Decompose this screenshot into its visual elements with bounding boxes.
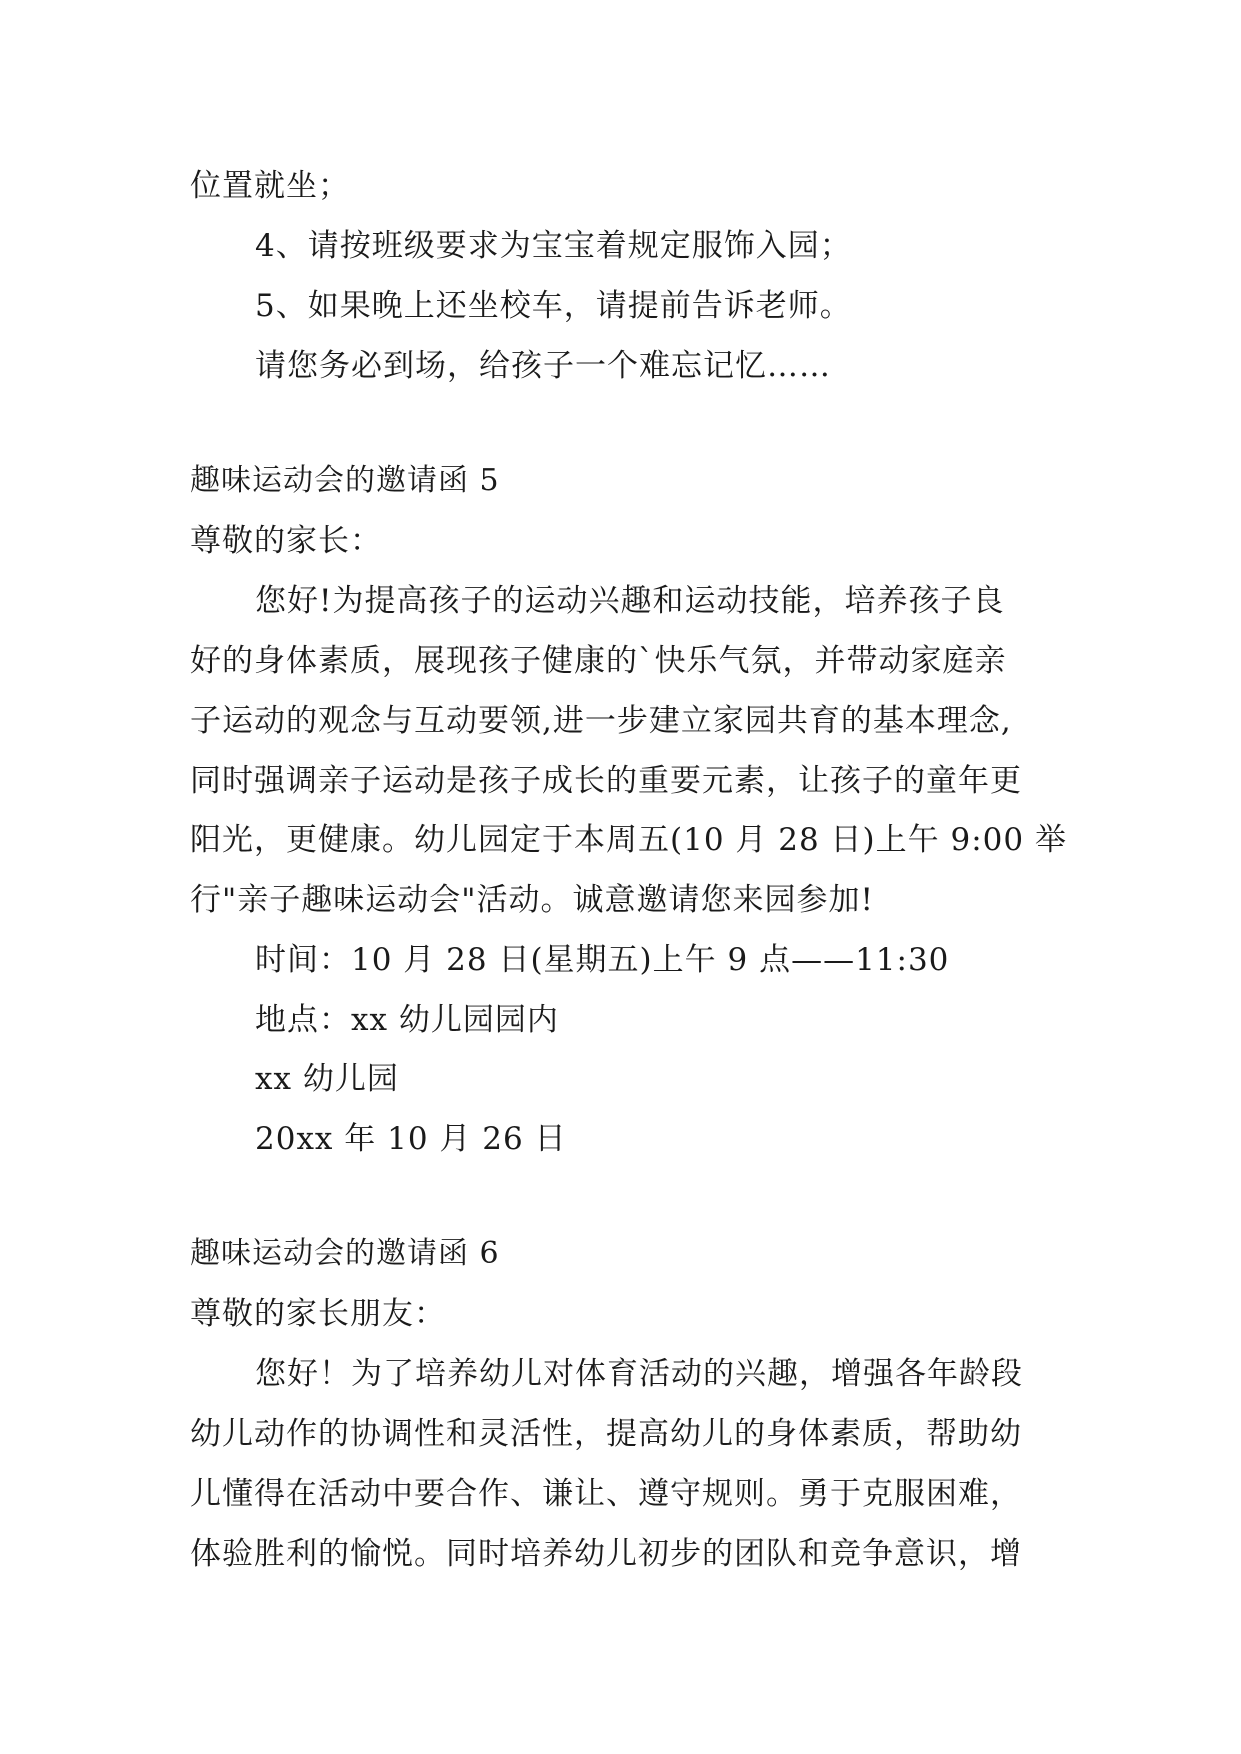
text-line: 行"亲子趣味运动会"活动。诚意邀请您来园参加!	[190, 882, 874, 918]
section-title: 趣味运动会的邀请函 5	[190, 463, 500, 498]
text-line: 幼儿动作的协调性和灵活性，提高幼儿的身体素质，帮助幼	[190, 1416, 1022, 1452]
text-line: 您好！为了培养幼儿对体育活动的兴趣，增强各年龄段	[255, 1356, 1023, 1392]
signature-date: 20xx 年 10 月 26 日	[255, 1121, 567, 1157]
text-line: 儿懂得在活动中要合作、谦让、遵守规则。勇于克服困难，	[190, 1476, 1022, 1512]
text-line: 好的身体素质，展现孩子健康的`快乐气氛，并带动家庭亲	[190, 643, 1007, 679]
text-line: 同时强调亲子运动是孩子成长的重要元素，让孩子的童年更	[190, 763, 1022, 799]
text-line: 请您务必到场，给孩子一个难忘记忆……	[255, 348, 831, 384]
list-item: 5、如果晚上还坐校车，请提前告诉老师。	[255, 288, 852, 324]
event-location: 地点：xx 幼儿园园内	[255, 1002, 559, 1038]
text-line: 子运动的观念与互动要领,进一步建立家园共育的基本理念,	[190, 703, 1012, 739]
list-item: 4、请按班级要求为宝宝着规定服饰入园；	[255, 228, 852, 264]
signature-org: xx 幼儿园	[255, 1061, 399, 1097]
salutation: 尊敬的家长朋友：	[190, 1296, 446, 1332]
text-line: 位置就坐；	[190, 168, 350, 204]
text-line: 您好!为提高孩子的运动兴趣和运动技能，培养孩子良	[255, 583, 1005, 619]
text-line: 体验胜利的愉悦。同时培养幼儿初步的团队和竞争意识，增	[190, 1536, 1022, 1572]
event-time: 时间：10 月 28 日(星期五)上午 9 点——11:30	[255, 942, 950, 978]
salutation: 尊敬的家长：	[190, 523, 382, 559]
text-line: 阳光，更健康。幼儿园定于本周五(10 月 28 日)上午 9:00 举	[190, 822, 1067, 858]
section-title: 趣味运动会的邀请函 6	[190, 1236, 500, 1271]
